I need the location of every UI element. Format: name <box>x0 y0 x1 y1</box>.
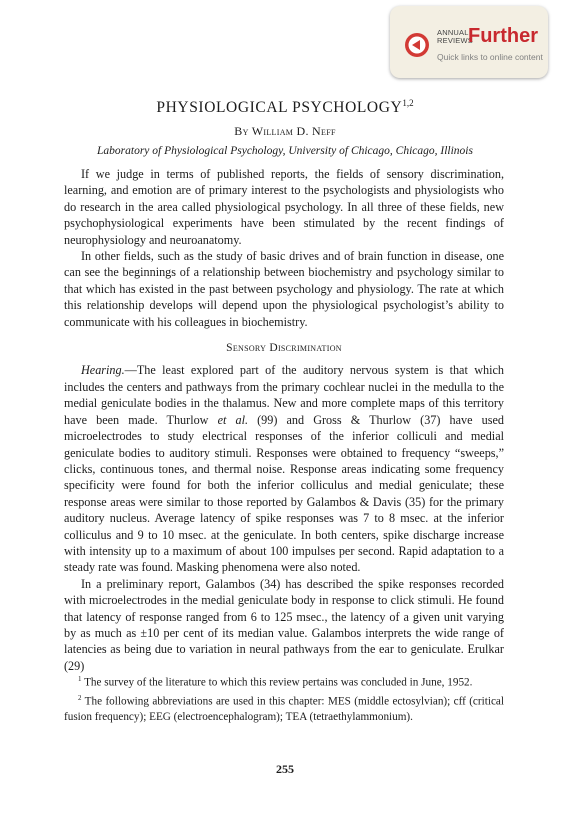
paragraph-hearing <box>64 362 504 575</box>
hearing-text-part-2: (99) and Gross & Thurlow (37) have used microelectrodes to study electrical responses of the inferior colliculi and medial geniculate bodies to auditory stimuli. Responses were obtained to frequency “sweeps,” clicks, continuous tones, and thermal noise. Response areas indicating some frequency specificity were found for both the inferior colliculus and medial geniculate; these response areas were similar to those reported by Galambos & Davis (35) for the primary auditory nucleus. Average latency of spike responses was 7 to 8 msec. at the inferior colliculus and 9 to 10 msec. at the geniculate. In both centers, spike discharge increase with intensity up to a maximum of about 100 impulses per second. Rapid adaptation to a steady rate was found. Masking phenomena were also noted. <box>64 412 504 575</box>
title-text: PHYSIOLOGICAL PSYCHOLOGY <box>156 99 403 117</box>
footnote-2-mark: 2 <box>78 694 82 703</box>
footnotes <box>64 672 504 725</box>
footnote-1-text: The survey of the literature to which this review pertains was concluded in June, 1952. <box>81 676 473 689</box>
article-body <box>64 166 504 674</box>
banner-reviews-text: REVIEWS <box>437 36 473 45</box>
annual-reviews-further-banner[interactable] <box>390 6 548 78</box>
banner-quick-links-text[interactable]: Quick links to online content <box>437 52 543 62</box>
banner-further-title[interactable]: Further <box>468 25 538 47</box>
paragraph-intro: If we judge in terms of published reports, the fields of sensory discrimination, learning, and emotion are of primary interest to the psychologists and physiologists who do research in the area called physiological psychology. In all three of these fields, new psychophysiological experiments have been stimulated by the recent findings of neurophysiology and neuroanatomy. <box>64 167 504 247</box>
footnote-2 <box>64 691 504 724</box>
hearing-subheading: Hearing. <box>81 363 125 378</box>
banner-annual-text: ANNUAL <box>437 28 469 37</box>
paragraph-biochemistry: In other fields, such as the study of basic drives and of brain function in disease, one can see the beginnings of a relationship between biochemistry and psychology similar to that which has existed in the past between psychology and physiology. The rate at which this relationship develops will depend upon the physiological psychologist’s ability to communicate with his colleagues in biochemistry. <box>64 249 504 329</box>
section-heading-sensory-discrimination: Sensory Discrimination <box>226 342 342 355</box>
footnote-1-mark: 1 <box>78 675 82 683</box>
footnote-2-text: The following abbreviations are used in this chapter: MES (middle ectosylvian); cff (critical fusion frequency); EEG (electroencephalogram); TEA (tetraethylammonium). <box>64 696 504 723</box>
footnote-1 <box>64 672 504 690</box>
title-footnote-marks: 1,2 <box>402 98 414 108</box>
et-al-italic: et al. <box>217 412 249 427</box>
page-number: 255 <box>276 762 294 776</box>
paragraph-galambos: In a preliminary report, Galambos (34) has described the spike responses recorded with microelectrodes in the medial geniculate body in response to click stimuli. He found that latency of response ranged from 6 to 125 msec., the latency of a given unit varying by as much as ±10 per cent of its median value. Galambos interprets the wide range of latencies as being due to variation in neural pathways from the ear to geniculate. Erulkar (29) <box>64 576 504 673</box>
hearing-text-part-1: —The least explored part of the auditory nervous system is that which includes the centers and pathways from the primary cochlear nuclei in the medulla to the medial geniculate bodies in the thalamus. New and more complete maps of this territory have been made. Thurlow <box>64 363 504 427</box>
annual-reviews-further-icon <box>404 32 430 58</box>
author-byline: By William D. Neff <box>234 124 336 138</box>
author-affiliation: Laboratory of Physiological Psychology, University of Chicago, Chicago, Illinois <box>97 145 473 157</box>
article-title <box>0 98 570 117</box>
